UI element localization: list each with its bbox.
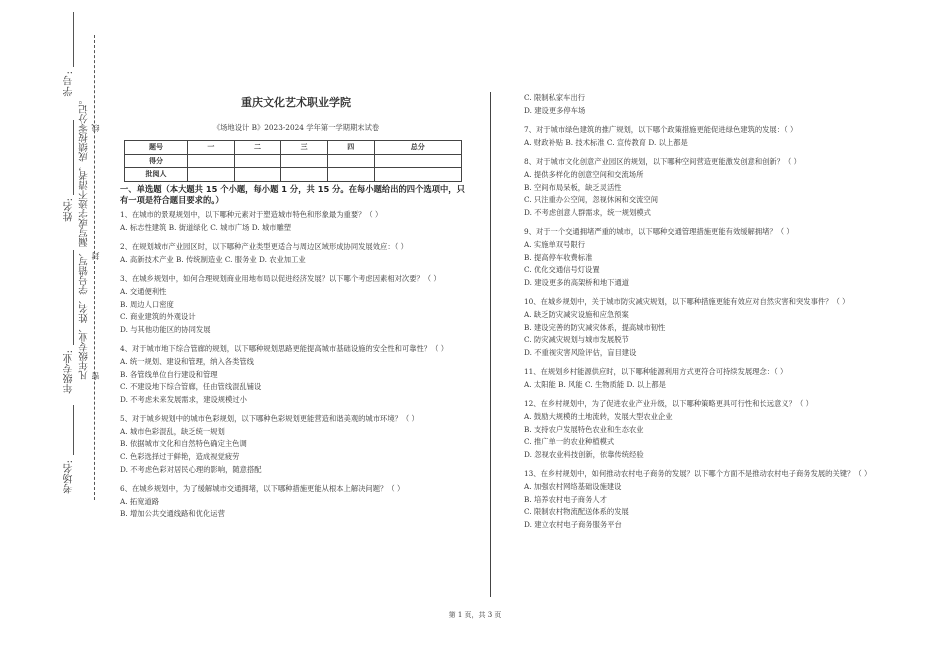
name-label: 姓名: (64, 198, 75, 222)
answer-option: C. 优化交通信号灯设置 (524, 265, 600, 275)
question-stem: 1、在城市的景观规划中，以下哪种元素对于塑造城市特色和形象最为重要？（ ） (120, 209, 383, 219)
answer-option: A. 财政补贴 B. 技术标准 C. 宣传教育 D. 以上都是 (524, 137, 688, 147)
seal-cut-line (94, 35, 95, 500)
score-header-cell: 二 (234, 141, 281, 155)
answer-option: A. 高新技术产业 B. 传统制造业 C. 服务业 D. 农业加工业 (120, 254, 306, 264)
answer-option: A. 加强农村网络基础设施建设 (524, 482, 622, 492)
right-column (524, 92, 872, 531)
score-table-header-row (125, 141, 462, 155)
answer-option: C. 商业建筑的外观设计 (120, 312, 196, 322)
answer-option: D. 与其他功能区的协同发展 (120, 324, 211, 334)
question-stem: 9、对于一个交通拥堵严重的城市，以下哪种交通管理措施更能有效缓解拥堵？（ ） (524, 227, 794, 237)
question-item (524, 156, 869, 219)
question-stem: 8、对于城市文化创意产业园区的规划，以下哪种空间营造更能激发创意和创新？（ ） (524, 157, 801, 167)
question-item (120, 343, 472, 406)
answer-option: A. 太阳能 B. 风能 C. 生物质能 D. 以上都是 (524, 379, 666, 389)
exam-center-label: 考场名: (64, 460, 75, 494)
question-item (524, 366, 869, 391)
score-table (124, 140, 462, 182)
answer-option: A. 缺乏防灾减灾设施和应急预案 (524, 309, 629, 319)
seal-mark-seal: 封 (91, 252, 100, 260)
answer-option: B. 培养农村电子商务人才 (524, 494, 607, 504)
answer-option: D. 不考虑未来发展需求，建设规模过小 (120, 394, 247, 404)
question-stem: 7、对于城市绿色建筑的推广规划，以下哪个政策措施更能促进绿色建筑的发展：（ ） (524, 125, 798, 135)
question-stem: 12、在乡村规划中，为了促进农业产业升级，以下哪种策略更具可行性和长远意义？（ ） (524, 399, 813, 409)
right-question-list (524, 92, 872, 531)
answer-option: B. 提高停车收费标准 (524, 252, 593, 262)
exam-title: 《场地设计 B》2023-2024 学年第一学期期末试卷 (212, 122, 380, 132)
answer-option: B. 周边人口密度 (120, 299, 174, 309)
question-item (120, 209, 472, 234)
question-item (120, 273, 472, 336)
answer-option: A. 实施单双号限行 (524, 239, 585, 249)
exam-center-line (73, 405, 74, 455)
answer-option: B. 建设完善的防灾减灾体系，提高城市韧性 (524, 322, 666, 332)
answer-option: A. 城市色彩混乱，缺乏统一规划 (120, 426, 225, 436)
answer-option: C. 防灾减灾规划与城市发展脱节 (524, 335, 629, 345)
question-stem: 2、在规划城市产业园区时，以下哪种产业类型更适合与周边区域形成协同发展效应：（ ） (120, 242, 408, 252)
question-item (524, 124, 869, 149)
score-row-label: 批阅人 (125, 168, 188, 182)
question-stem: 13、在乡村规划中，如何推动农村电子商务的发展？以下哪个方面不是推动农村电子商务发展的关键？（ ） (524, 469, 872, 479)
question-item (524, 226, 869, 289)
class-label: 年级专业: (64, 350, 75, 394)
answer-option: B. 空间布局呆板，缺乏灵活性 (524, 182, 622, 192)
answer-option: D. 不重视灾害风险评估，盲目建设 (524, 347, 637, 357)
score-row-label: 得分 (125, 154, 188, 168)
name-line (73, 120, 74, 195)
answer-option: D. 忽视农业科技创新，依靠传统经验 (524, 449, 644, 459)
answer-option: C. 限制农村物流配送体系的发展 (524, 507, 629, 517)
question-stem: 10、在城乡规划中，关于城市防灾减灾规划，以下哪种措施更能有效应对自然灾害和突发事件？（ ） (524, 297, 850, 307)
answer-option: C. 限制私家车出行 (524, 93, 586, 102)
question-stem: 6、在城乡规划中，为了缓解城市交通拥堵，以下哪种措施更能从根本上解决问题？（ ） (120, 484, 405, 494)
seal-mark-secret: 密 (91, 372, 100, 380)
answer-option: C. 色彩选择过于鲜艳，造成视觉疲劳 (120, 452, 240, 462)
section-heading: 一、单选题（本大题共 15 个小题，每小题 1 分，共 15 分。在每小题给出的四个选项中，只有一项是符合题目要求的。） (120, 183, 465, 205)
answer-option: A. 交通便利性 (120, 286, 167, 296)
answer-option: D. 不考虑创意人群需求，统一规划模式 (524, 207, 651, 217)
answer-option: A. 拓宽道路 (120, 496, 160, 506)
question-item (120, 483, 472, 521)
question-item (524, 468, 872, 531)
seal-note: 凡年级专业、姓名、学号错写、漏写或字迹不清者，成绩按零分记。 (79, 95, 90, 380)
answer-option: A. 统一规划、建设和管理，纳入各类管线 (120, 356, 254, 366)
school-title: 重庆文化艺术职业学院 (241, 96, 351, 109)
answer-option: B. 增加公共交通线路和优化运营 (120, 509, 225, 519)
answer-option: D. 不考虑色彩对居民心理的影响，随意搭配 (120, 464, 262, 474)
answer-option: D. 建设更多的高架桥和地下通道 (524, 277, 630, 287)
seal-mark-line: 线 (91, 124, 100, 132)
answer-option: C. 推广单一的农业种植模式 (524, 437, 615, 447)
answer-option: D. 建设更多停车场 (524, 105, 586, 115)
question-stem: 4、对于城市地下综合管廊的规划，以下哪种规划思路更能提高城市基础设施的安全性和可靠性？（ ） (120, 344, 449, 354)
student-id-line (73, 12, 74, 67)
answer-option: C. 只注重办公空间，忽视休闲和交流空间 (524, 195, 659, 205)
class-line (73, 250, 74, 345)
score-header-cell: 题号 (125, 141, 188, 155)
answer-option: C. 不建设地下综合管廊，任由管线混乱铺设 (120, 382, 262, 392)
answer-option: B. 支持农户发展特色农业和生态农业 (524, 424, 644, 434)
score-table-row (125, 154, 462, 168)
answer-option: B. 各管线单位自行建设和管理 (120, 369, 218, 379)
score-header-cell: 四 (327, 141, 374, 155)
answer-option: B. 依据城市文化和自然特色确定主色调 (120, 439, 247, 449)
question-item (120, 413, 472, 476)
answer-option: A. 提供多样化的创意空间和交流场所 (524, 169, 644, 179)
left-question-list (120, 209, 472, 521)
question-stem: 11、在规划乡村能源供应时，以下哪种能源利用方式更符合可持续发展理念：（ ） (524, 367, 788, 377)
answer-option: A. 标志性建筑 B. 街道绿化 C. 城市广场 D. 城市雕塑 (120, 222, 292, 232)
score-table-row (125, 168, 462, 182)
answer-option: A. 鼓励大规模的土地流转，发展大型农业企业 (524, 412, 673, 422)
score-header-cell: 总分 (374, 141, 462, 155)
answer-option: D. 建立农村电子商务服务平台 (524, 519, 622, 529)
binding-margin (0, 0, 105, 672)
question-item (120, 241, 472, 266)
column-divider (490, 92, 491, 597)
question-item (524, 92, 869, 117)
question-item (524, 398, 869, 461)
question-item (524, 296, 869, 359)
page-footer: 第 1 页，共 3 页 (448, 611, 502, 619)
question-stem: 5、对于城乡规划中的城市色彩规划，以下哪种色彩规划更能营造和谐美观的城市环境？（ ） (120, 414, 419, 424)
score-header-cell: 一 (188, 141, 235, 155)
score-header-cell: 三 (281, 141, 328, 155)
student-id-label: 学号: (64, 70, 75, 97)
left-column (120, 92, 472, 521)
question-stem: 3、在城乡规划中，如何合理规划商业用地布局以促进经济发展？以下哪个考虑因素相对次要？（ ） (120, 274, 441, 284)
